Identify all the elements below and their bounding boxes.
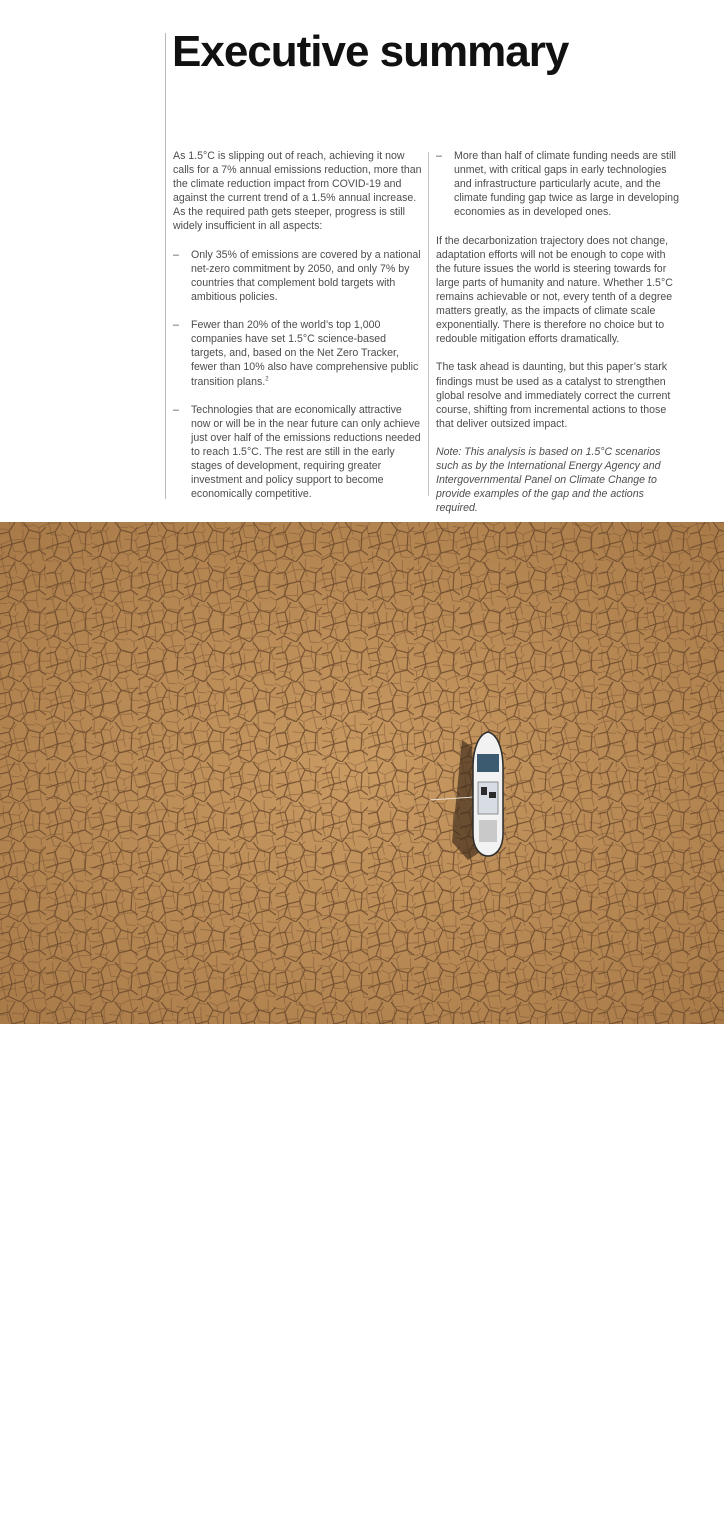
dash-marker: –	[436, 150, 442, 162]
footer-subtitle: Bridging the gap towards a 1.5°C future: 2023 state of the union	[367, 1506, 594, 1515]
vertical-rule	[165, 33, 166, 499]
boat-icon	[473, 732, 503, 856]
body-paragraph: If the decarbonization trajectory does not change, adaptation efforts will not be enough to cope with the future issues the world is steering towards for large parts of humanity and nature. Whether 1.5°C remains achievable or not, every tenth of a degree matters greatly, as the impacts of climate scale exponentially. There is therefore no choice but to redouble mitigation efforts dramatically.	[436, 234, 673, 346]
left-column	[173, 149, 423, 515]
bullet-item	[436, 149, 682, 219]
intro-paragraph: As 1.5°C is slipping out of reach, achieving it now calls for a 7% annual emissions reduction, more than the climate reduction impact from COVID-19 and against the current trend of a 1.5% annual increase. As the required path gets steeper, progress is still widely insufficient in all aspects:	[173, 150, 422, 233]
bullet-text: Only 35% of emissions are covered by a national net-zero commitment by 2050, and only 7% by countries that complement bold targets with ambitious policies.	[191, 248, 421, 303]
body-paragraph: The task ahead is daunting, but this paper’s stark findings must be used as a catalyst to strengthen global resolve and immediately correct the current course, shifting from incremental actions to those that deliver outsized impact.	[436, 361, 671, 430]
bullet-item	[173, 403, 423, 502]
dash-marker: –	[173, 403, 179, 416]
bullet-text: Fewer than 20% of the world’s top 1,000 companies have set 1.5°C science-based targets, and, based on the Net Zero Tracker, fewer than 10% also have comprehensive public transition plans.	[191, 319, 419, 388]
footer-report-title: The State of Climate Action	[262, 1506, 366, 1515]
footnote-marker: 2	[265, 375, 269, 382]
dry-lakebed-photo	[0, 522, 724, 1515]
cracked-earth-image	[0, 522, 724, 1024]
dash-marker: –	[173, 319, 179, 332]
page-footer	[262, 1506, 682, 1515]
bullet-text: Technologies that are economically attractive now or will be in the near future can only achieve just over half of the emissions reductions needed to reach 1.5°C. The rest are still in the early stages of development, requiring greater investment and policy support to become economically competitive.	[191, 403, 421, 501]
page-number: 4	[677, 1506, 682, 1515]
right-column	[436, 149, 682, 530]
note-paragraph: Note: This analysis is based on 1.5°C scenarios such as by the International Energy Agency and Intergovernmental Panel on Climate Change to provide examples of the gap and the actions required.	[436, 445, 661, 515]
page-title: Executive summary	[172, 27, 569, 76]
bullet-item	[173, 248, 423, 304]
bullet-item	[173, 318, 423, 388]
bullet-text: More than half of climate funding needs are still unmet, with critical gaps in early technologies and infrastructure particularly acute, and the climate funding gap twice as large in developing economies as in developed ones.	[454, 150, 679, 219]
dash-marker: –	[173, 248, 179, 261]
